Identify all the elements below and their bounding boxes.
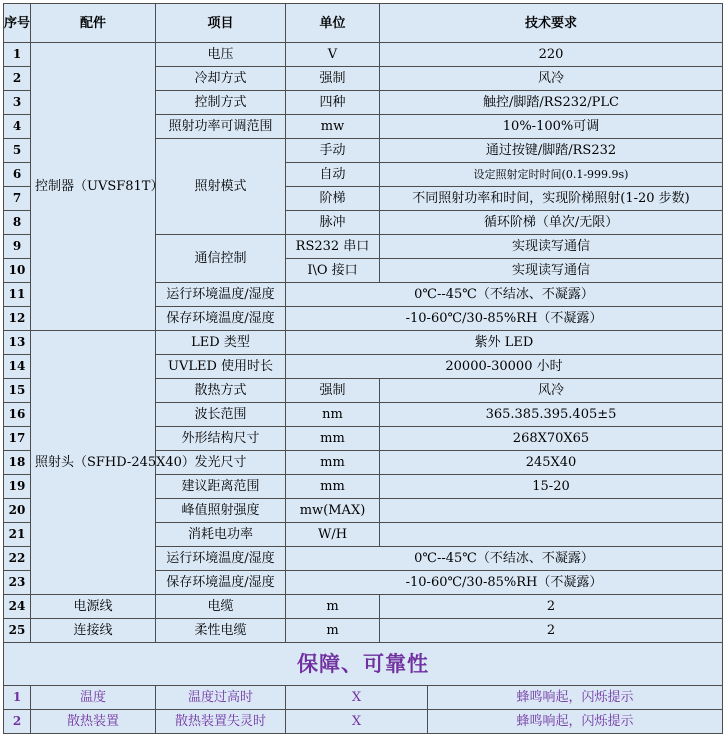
row-item: 电压 [156,43,286,67]
row-num: 23 [4,571,31,595]
row-req: 365.385.395.405±5 [380,403,723,427]
row-num: 4 [4,115,31,139]
reliability-title-row [4,643,723,686]
row-item: 消耗电功率 [156,523,286,547]
row-item: 峰值照射强度 [156,499,286,523]
row-mark: X [286,710,428,734]
row-unit: 阶梯 [286,187,380,211]
row-item: 发光尺寸 [156,451,286,475]
row-unit: nm [286,403,380,427]
row-req: -10-60℃/30-85%RH（不凝露） [286,307,723,331]
row-num: 7 [4,187,31,211]
row-item: 散热方式 [156,379,286,403]
row-num: 8 [4,211,31,235]
row-unit: mm [286,427,380,451]
row-item: 控制方式 [156,91,286,115]
row-part: 散热装置 [31,710,156,734]
row-num: 10 [4,259,31,283]
row-unit: 自动 [286,163,380,187]
row-unit: 脉冲 [286,211,380,235]
row-item: LED 类型 [156,331,286,355]
group-connect-line: 连接线 [31,619,156,643]
row-unit: m [286,619,380,643]
row-num: 17 [4,427,31,451]
table-row [4,619,723,643]
row-num: 3 [4,91,31,115]
row-item: 运行环境温度/湿度 [156,283,286,307]
row-num: 19 [4,475,31,499]
row-req: 268X70X65 [380,427,723,451]
row-unit: m [286,595,380,619]
row-num: 21 [4,523,31,547]
row-item: 运行环境温度/湿度 [156,547,286,571]
row-req: 实现读写通信 [380,259,723,283]
row-num: 22 [4,547,31,571]
row-item: 冷却方式 [156,67,286,91]
row-req: 蜂鸣响起，闪烁提示 [428,710,723,734]
row-num: 11 [4,283,31,307]
row-num: 14 [4,355,31,379]
row-req: 245X40 [380,451,723,475]
row-req: 10%-100%可调 [380,115,723,139]
row-num: 16 [4,403,31,427]
row-num: 18 [4,451,31,475]
row-unit: mm [286,475,380,499]
row-num: 1 [4,686,31,710]
row-num: 2 [4,67,31,91]
header-unit: 单位 [286,4,380,43]
row-item: 温度过高时 [156,686,286,710]
row-unit: RS232 串口 [286,235,380,259]
row-req: 实现读写通信 [380,235,723,259]
row-item: 电缆 [156,595,286,619]
row-item: 保存环境温度/湿度 [156,571,286,595]
row-unit: W/H [286,523,380,547]
table-row [4,595,723,619]
row-num: 25 [4,619,31,643]
row-num: 5 [4,139,31,163]
row-part: 温度 [31,686,156,710]
row-unit: 四种 [286,91,380,115]
row-req: 蜂鸣响起，闪烁提示 [428,686,723,710]
row-req: 2 [380,619,723,643]
reliability-title: 保障、可靠性 [4,643,723,686]
row-item: 波长范围 [156,403,286,427]
row-req: 触控/脚踏/RS232/PLC [380,91,723,115]
row-num: 24 [4,595,31,619]
row-req: 0℃--45℃（不结冰、不凝露） [286,547,723,571]
group-head: 照射头（SFHD-245X40） [31,331,156,595]
row-req: 220 [380,43,723,67]
row-req: -10-60℃/30-85%RH（不凝露） [286,571,723,595]
row-num: 12 [4,307,31,331]
row-num: 15 [4,379,31,403]
reliability-row [4,710,723,734]
table-row [4,43,723,67]
row-num: 6 [4,163,31,187]
spec-table [3,3,723,734]
row-req [380,523,723,547]
row-item: 柔性电缆 [156,619,286,643]
row-num: 2 [4,710,31,734]
row-req: 2 [380,595,723,619]
row-unit: 强制 [286,379,380,403]
row-unit: 强制 [286,67,380,91]
group-power-line: 电源线 [31,595,156,619]
row-num: 1 [4,43,31,67]
row-req: 0℃--45℃（不结冰、不凝露） [286,283,723,307]
row-req: 设定照射定时时间(0.1-999.9s) [380,163,723,187]
row-item: 照射功率可调范围 [156,115,286,139]
row-unit: mm [286,451,380,475]
row-unit: mw [286,115,380,139]
row-item: 散热装置失灵时 [156,710,286,734]
row-req: 通过按键/脚踏/RS232 [380,139,723,163]
table-row [4,331,723,355]
row-unit: V [286,43,380,67]
row-req: 风冷 [380,67,723,91]
row-item: 保存环境温度/湿度 [156,307,286,331]
row-req: 循环阶梯（单次/无限） [380,211,723,235]
header-item: 项目 [156,4,286,43]
row-req: 15-20 [380,475,723,499]
row-num: 13 [4,331,31,355]
row-num: 9 [4,235,31,259]
row-req: 不同照射功率和时间，实现阶梯照射(1-20 步数) [380,187,723,211]
row-unit: I\O 接口 [286,259,380,283]
header-num: 序号 [4,4,31,43]
header-req: 技术要求 [380,4,723,43]
reliability-row [4,686,723,710]
row-num: 20 [4,499,31,523]
group-controller: 控制器（UVSF81T） [31,43,156,331]
group-comm: 通信控制 [156,235,286,283]
row-item: UVLED 使用时长 [156,355,286,379]
row-mark: X [286,686,428,710]
row-item: 外形结构尺寸 [156,427,286,451]
row-req: 风冷 [380,379,723,403]
row-unit: mw(MAX) [286,499,380,523]
row-req: 20000-30000 小时 [286,355,723,379]
row-req [380,499,723,523]
row-req: 紫外 LED [286,331,723,355]
header-row [4,4,723,43]
row-item: 建议距离范围 [156,475,286,499]
row-unit: 手动 [286,139,380,163]
group-mode: 照射模式 [156,139,286,235]
header-part: 配件 [31,4,156,43]
